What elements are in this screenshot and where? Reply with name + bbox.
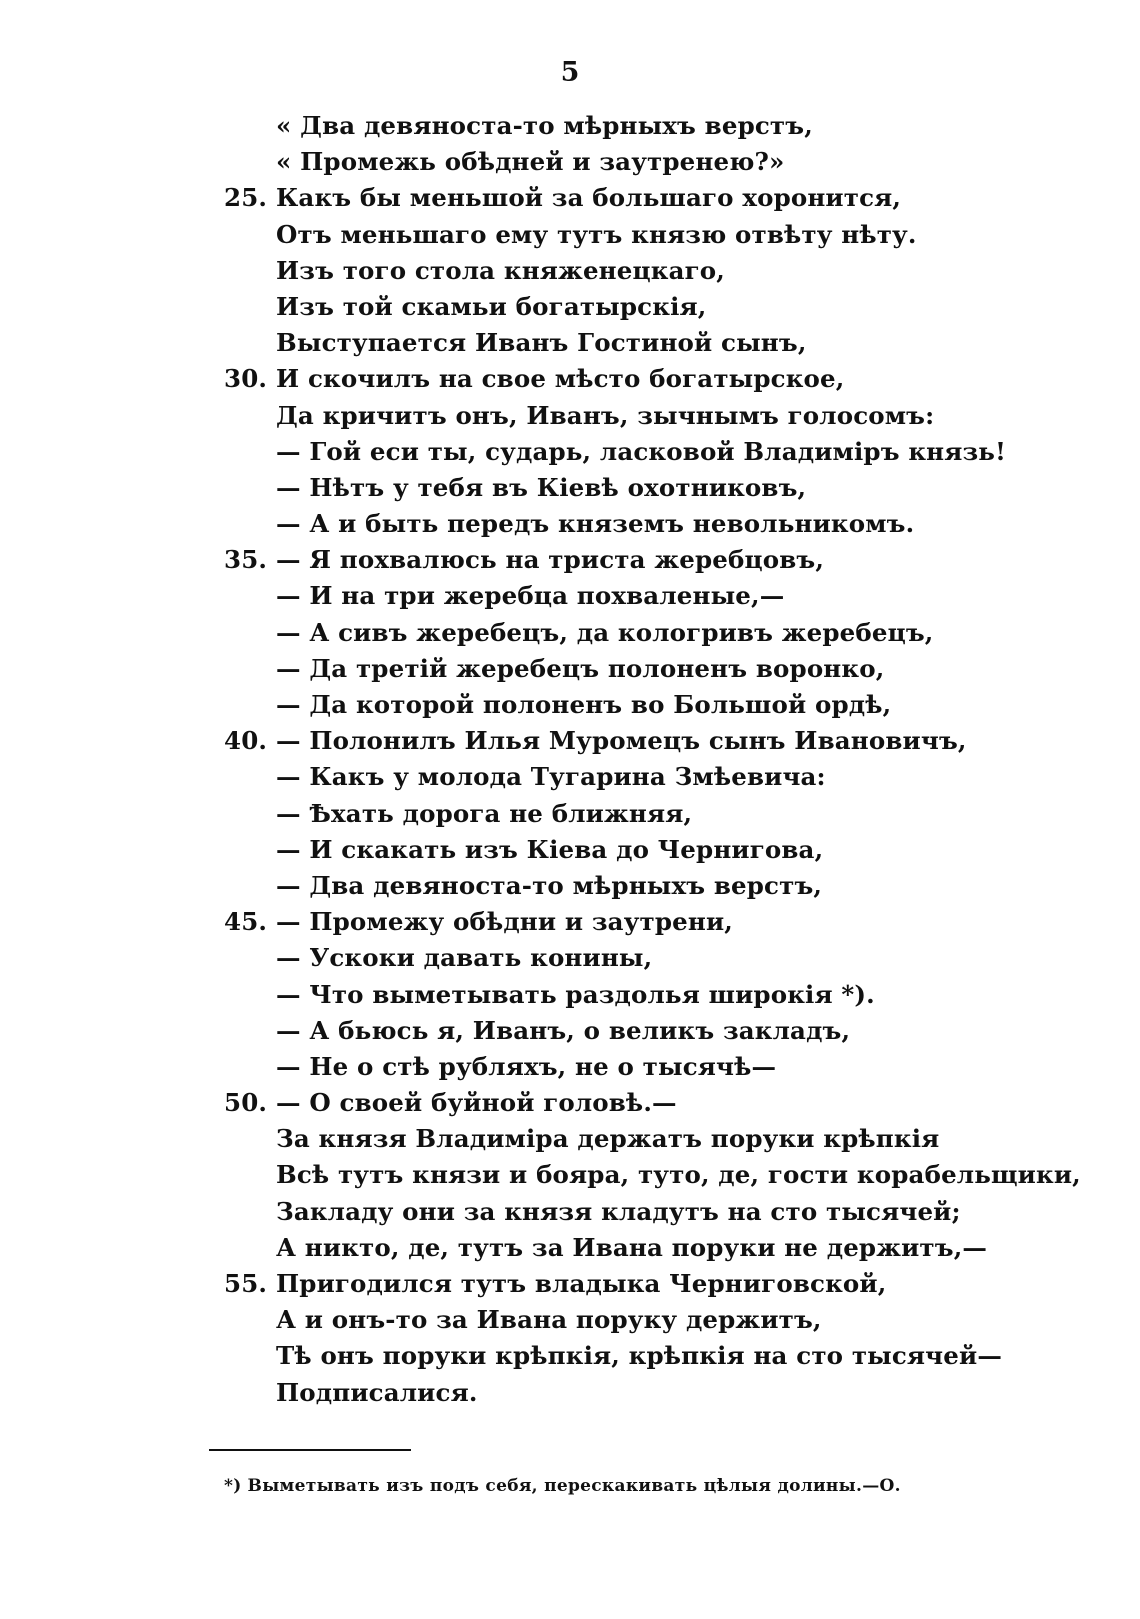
line-text: — И скакать изъ Кіева до Чернигова, [276,834,824,864]
footnote [224,1474,901,1498]
line-text: Изъ той скамьи богатырскія, [276,291,707,321]
line-number: 30. [224,364,268,394]
page-number: 5 [560,57,580,88]
poem-line [224,1049,1024,1085]
poem-line [224,1230,1024,1266]
line-text: — Ѣхать дорога не ближняя, [276,798,693,828]
line-text: Тѣ онъ поруки крѣпкія, крѣпкія на сто тысячей— [276,1341,1002,1371]
poem-line [224,398,1024,434]
line-text: — Какъ у молода Тугарина Змѣевича: [276,762,826,792]
line-text: — Два девяноста-то мѣрныхъ верстъ, [276,870,823,900]
poem-line [224,470,1024,506]
poem-line [224,1266,1024,1302]
poem-line [224,434,1024,470]
line-text: Подписалися. [276,1377,478,1407]
poem-line [224,542,1024,578]
line-text: — И на три жеребца похваленые,— [276,581,785,611]
poem-line [224,1375,1024,1411]
line-number: 40. [224,726,268,756]
poem-line [224,868,1024,904]
poem-line [224,253,1024,289]
line-text: Какъ бы меньшой за большаго хоронится, [276,183,902,213]
line-text: « Два девяноста-то мѣрныхъ верстъ, [276,111,813,140]
line-text: А никто, де, тутъ за Ивана поруки не держитъ,— [276,1232,988,1262]
poem-line [224,1302,1024,1338]
poem-line [224,180,1024,216]
line-number: 45. [224,907,268,937]
poem-line [224,940,1024,976]
poem-line [224,1013,1024,1049]
poem-line [224,1157,1081,1193]
poem-line [224,1194,1024,1230]
line-text: — Нѣтъ у тебя въ Кіевѣ охотниковъ, [276,472,807,502]
line-text: — Да которой полоненъ во Большой ордѣ, [276,690,892,719]
poem-line [224,361,1024,397]
line-text: — А бьюсь я, Иванъ, о великъ закладъ, [276,1015,851,1045]
poem-line [224,832,1024,868]
poem-line [224,1121,1024,1157]
poem-line [224,108,1024,144]
line-number: 25. [224,183,268,213]
line-number: 35. [224,545,268,575]
line-text: Закладу они за князя кладутъ на сто тысячей; [276,1196,961,1226]
poem-line [224,325,1024,361]
line-text: — Что выметывать раздолья широкія *). [276,979,875,1009]
poem-line [224,217,1024,253]
poem-line [224,977,1024,1013]
line-text: Выступается Иванъ Гостиной сынъ, [276,328,807,358]
line-text: — Да третій жеребецъ полоненъ воронко, [276,653,885,683]
line-text: И скочилъ на свое мѣсто богатырское, [276,364,845,394]
poem-text [224,108,1081,1411]
poem-line [224,723,1024,759]
line-text: Отъ меньшаго ему тутъ князю отвѣту нѣту. [276,219,917,249]
poem-line [224,615,1024,651]
footnote-text: Выметывать изъ подъ себя, перескакивать цѣлыя долины.—О. [247,1476,901,1496]
poem-line [224,651,1024,687]
line-text: — Не о стѣ рубляхъ, не о тысячѣ— [276,1051,777,1081]
line-text: Всѣ тутъ князи и бояра, туто, де, гости корабельщики, [276,1160,1081,1190]
footnote-marker: *) [224,1476,242,1496]
poem-line [224,687,1024,723]
poem-line [224,1338,1024,1374]
poem-line [224,904,1024,940]
line-text: — О своей буйной головѣ.— [276,1088,677,1118]
poem-line [224,578,1024,614]
line-text: Пригодился тутъ владыка Черниговской, [276,1269,887,1298]
line-text: Изъ того стола княженецкаго, [276,255,725,285]
poem-line [224,289,1024,325]
poem-line [224,796,1024,832]
line-text: — Полонилъ Илья Муромецъ сынъ Ивановичъ, [276,726,967,756]
poem-line [224,1085,1024,1121]
poem-line [224,506,1024,542]
line-text: — Гой еси ты, сударь, ласковой Владиміръ князь! [276,436,1006,466]
line-text: Да кричитъ онъ, Иванъ, зычнымъ голосомъ: [276,400,935,430]
line-text: « Промежь обѣдней и заутренею?» [276,147,785,177]
line-number: 50. [224,1088,268,1118]
line-text: — Я похвалюсь на триста жеребцовъ, [276,545,825,575]
poem-line [224,759,1024,795]
line-text: — Ускоки давать конины, [276,943,653,973]
line-text: А и онъ-то за Ивана поруку держитъ, [276,1305,822,1335]
poem-line [224,144,1024,180]
line-text: — Промежу обѣдни и заутрени, [276,907,733,937]
footnote-divider [209,1449,411,1451]
line-text: За князя Владиміра держатъ поруки крѣпкія [276,1124,940,1154]
line-text: — А сивъ жеребецъ, да кологривъ жеребецъ, [276,617,934,647]
line-text: — А и быть передъ княземъ невольникомъ. [276,509,915,539]
line-number: 55. [224,1269,268,1298]
